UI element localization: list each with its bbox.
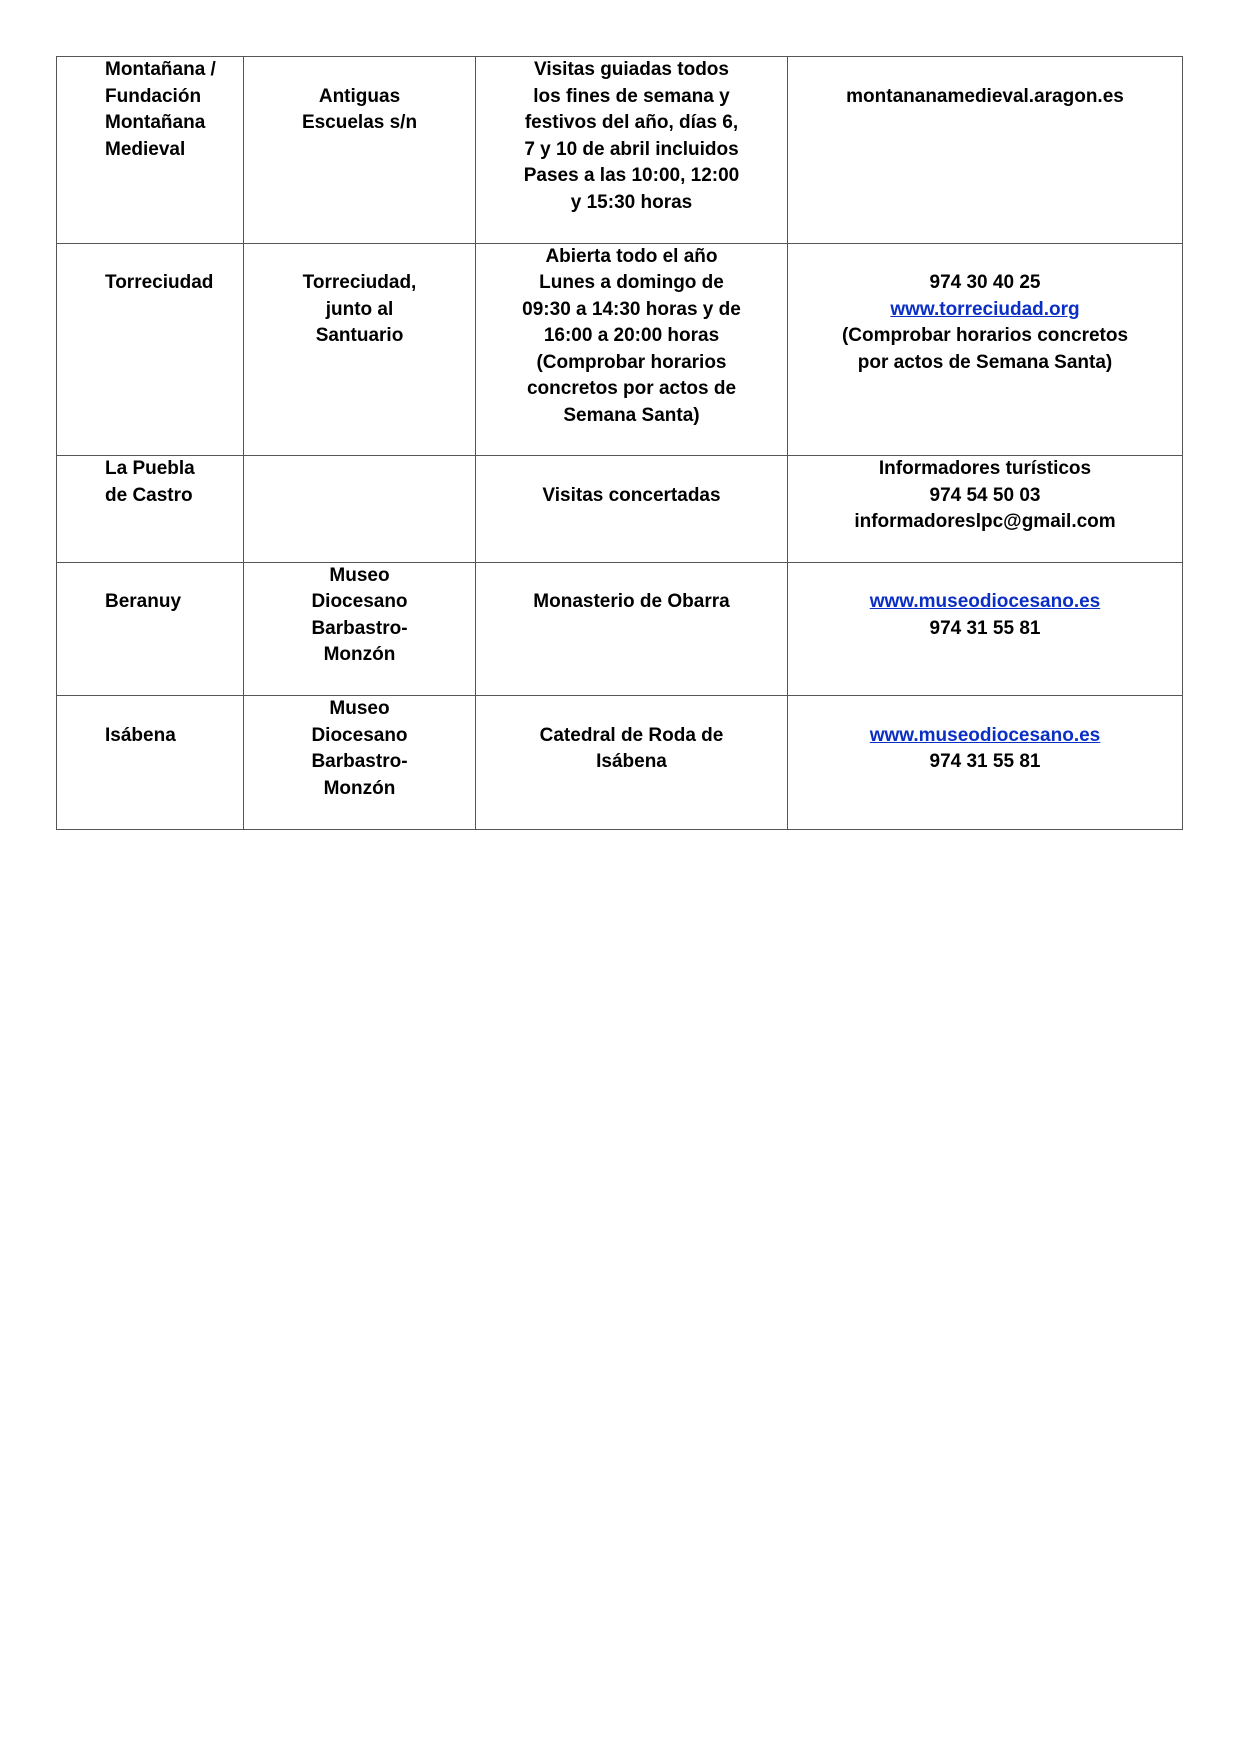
location-name-line: Beranuy	[105, 591, 182, 612]
schedule-cell	[476, 57, 788, 244]
table-row	[57, 243, 1183, 456]
venue-line: junto al	[325, 298, 394, 320]
venue-line: Torreciudad,	[302, 272, 417, 293]
venue-line: Diocesano	[311, 591, 408, 612]
schedule-cell	[476, 696, 788, 830]
contact-website: montananamedieval.aragon.es	[846, 85, 1124, 107]
location-name-line: Medieval	[105, 138, 186, 160]
venue-cell	[244, 562, 476, 696]
location-name-line: Montañana	[105, 112, 206, 133]
location-name-line: Montañana /	[105, 59, 216, 80]
schedule-line: Catedral de Roda de	[539, 724, 724, 746]
schedule-line: concretos por actos de	[526, 378, 737, 399]
schedule-line: festivos del año, días 6,	[524, 112, 739, 133]
contact-note-line: (Comprobar horarios concretos	[841, 325, 1129, 346]
schedule-line: Abierta todo el año	[545, 245, 718, 267]
contact-phone: 974 31 55 81	[929, 617, 1041, 639]
location-name-line: La Puebla	[105, 458, 195, 479]
contact-email: informadoreslpc@gmail.com	[854, 511, 1116, 532]
schedule-line: Semana Santa)	[563, 404, 700, 426]
table-row	[57, 57, 1183, 244]
venue-line: Museo	[329, 698, 390, 719]
venue-line: Monzón	[323, 644, 396, 665]
venue-line: Diocesano	[311, 724, 408, 746]
schedule-line: (Comprobar horarios	[536, 351, 727, 373]
schedule-line: y 15:30 horas	[570, 191, 693, 213]
contact-note-line: por actos de Semana Santa)	[857, 351, 1113, 373]
venue-line: Antiguas	[318, 85, 401, 107]
schedule-line: 16:00 a 20:00 horas	[543, 325, 720, 346]
venue-line: Barbastro-	[311, 617, 408, 639]
venue-cell	[244, 57, 476, 244]
schedule-line: Monasterio de Obarra	[533, 591, 730, 612]
location-name-cell	[57, 243, 244, 456]
schedule-line: 7 y 10 de abril incluidos	[524, 138, 739, 160]
contact-cell	[788, 57, 1183, 244]
contact-cell	[788, 243, 1183, 456]
location-name-cell	[57, 456, 244, 563]
contact-cell	[788, 562, 1183, 696]
schedule-line: Visitas concertadas	[542, 484, 721, 506]
venue-line: Escuelas s/n	[301, 112, 418, 133]
venue-cell	[244, 696, 476, 830]
schedule-line: Isábena	[596, 751, 667, 772]
location-name-cell	[57, 57, 244, 244]
schedule-line: Lunes a domingo de	[539, 272, 724, 293]
schedule-cell	[476, 456, 788, 563]
table-row	[57, 562, 1183, 696]
museo-diocesano-website-link[interactable]: www.museodiocesano.es	[869, 591, 1101, 612]
location-name-line: Isábena	[105, 724, 176, 746]
venue-cell	[244, 456, 476, 563]
torreciudad-website-link[interactable]: www.torreciudad.org	[890, 298, 1080, 320]
contact-phone: 974 54 50 03	[929, 484, 1041, 506]
venue-cell	[244, 243, 476, 456]
venue-line: Barbastro-	[311, 751, 408, 772]
location-name-cell	[57, 696, 244, 830]
schedule-line: 09:30 a 14:30 horas y de	[522, 298, 741, 320]
location-name-line: Torreciudad	[105, 272, 214, 293]
table-row	[57, 456, 1183, 563]
contact-cell	[788, 696, 1183, 830]
location-name-cell	[57, 562, 244, 696]
schedule-cell	[476, 562, 788, 696]
schedule-line: Visitas guiadas todos	[534, 59, 729, 80]
table-row	[57, 696, 1183, 830]
venue-line: Museo	[329, 564, 390, 586]
schedule-line: los fines de semana y	[533, 85, 730, 107]
venue-line: Monzón	[323, 777, 396, 799]
attractions-table	[56, 56, 1183, 830]
contact-line: Informadores turísticos	[878, 458, 1092, 479]
schedule-cell	[476, 243, 788, 456]
museo-diocesano-website-link[interactable]: www.museodiocesano.es	[869, 724, 1101, 746]
schedule-line: Pases a las 10:00, 12:00	[523, 165, 740, 186]
venue-line: Santuario	[315, 325, 404, 346]
location-name-line: Fundación	[105, 85, 202, 107]
contact-phone: 974 31 55 81	[929, 751, 1041, 772]
location-name-line: de Castro	[105, 484, 193, 506]
contact-cell	[788, 456, 1183, 563]
contact-phone: 974 30 40 25	[929, 272, 1041, 293]
